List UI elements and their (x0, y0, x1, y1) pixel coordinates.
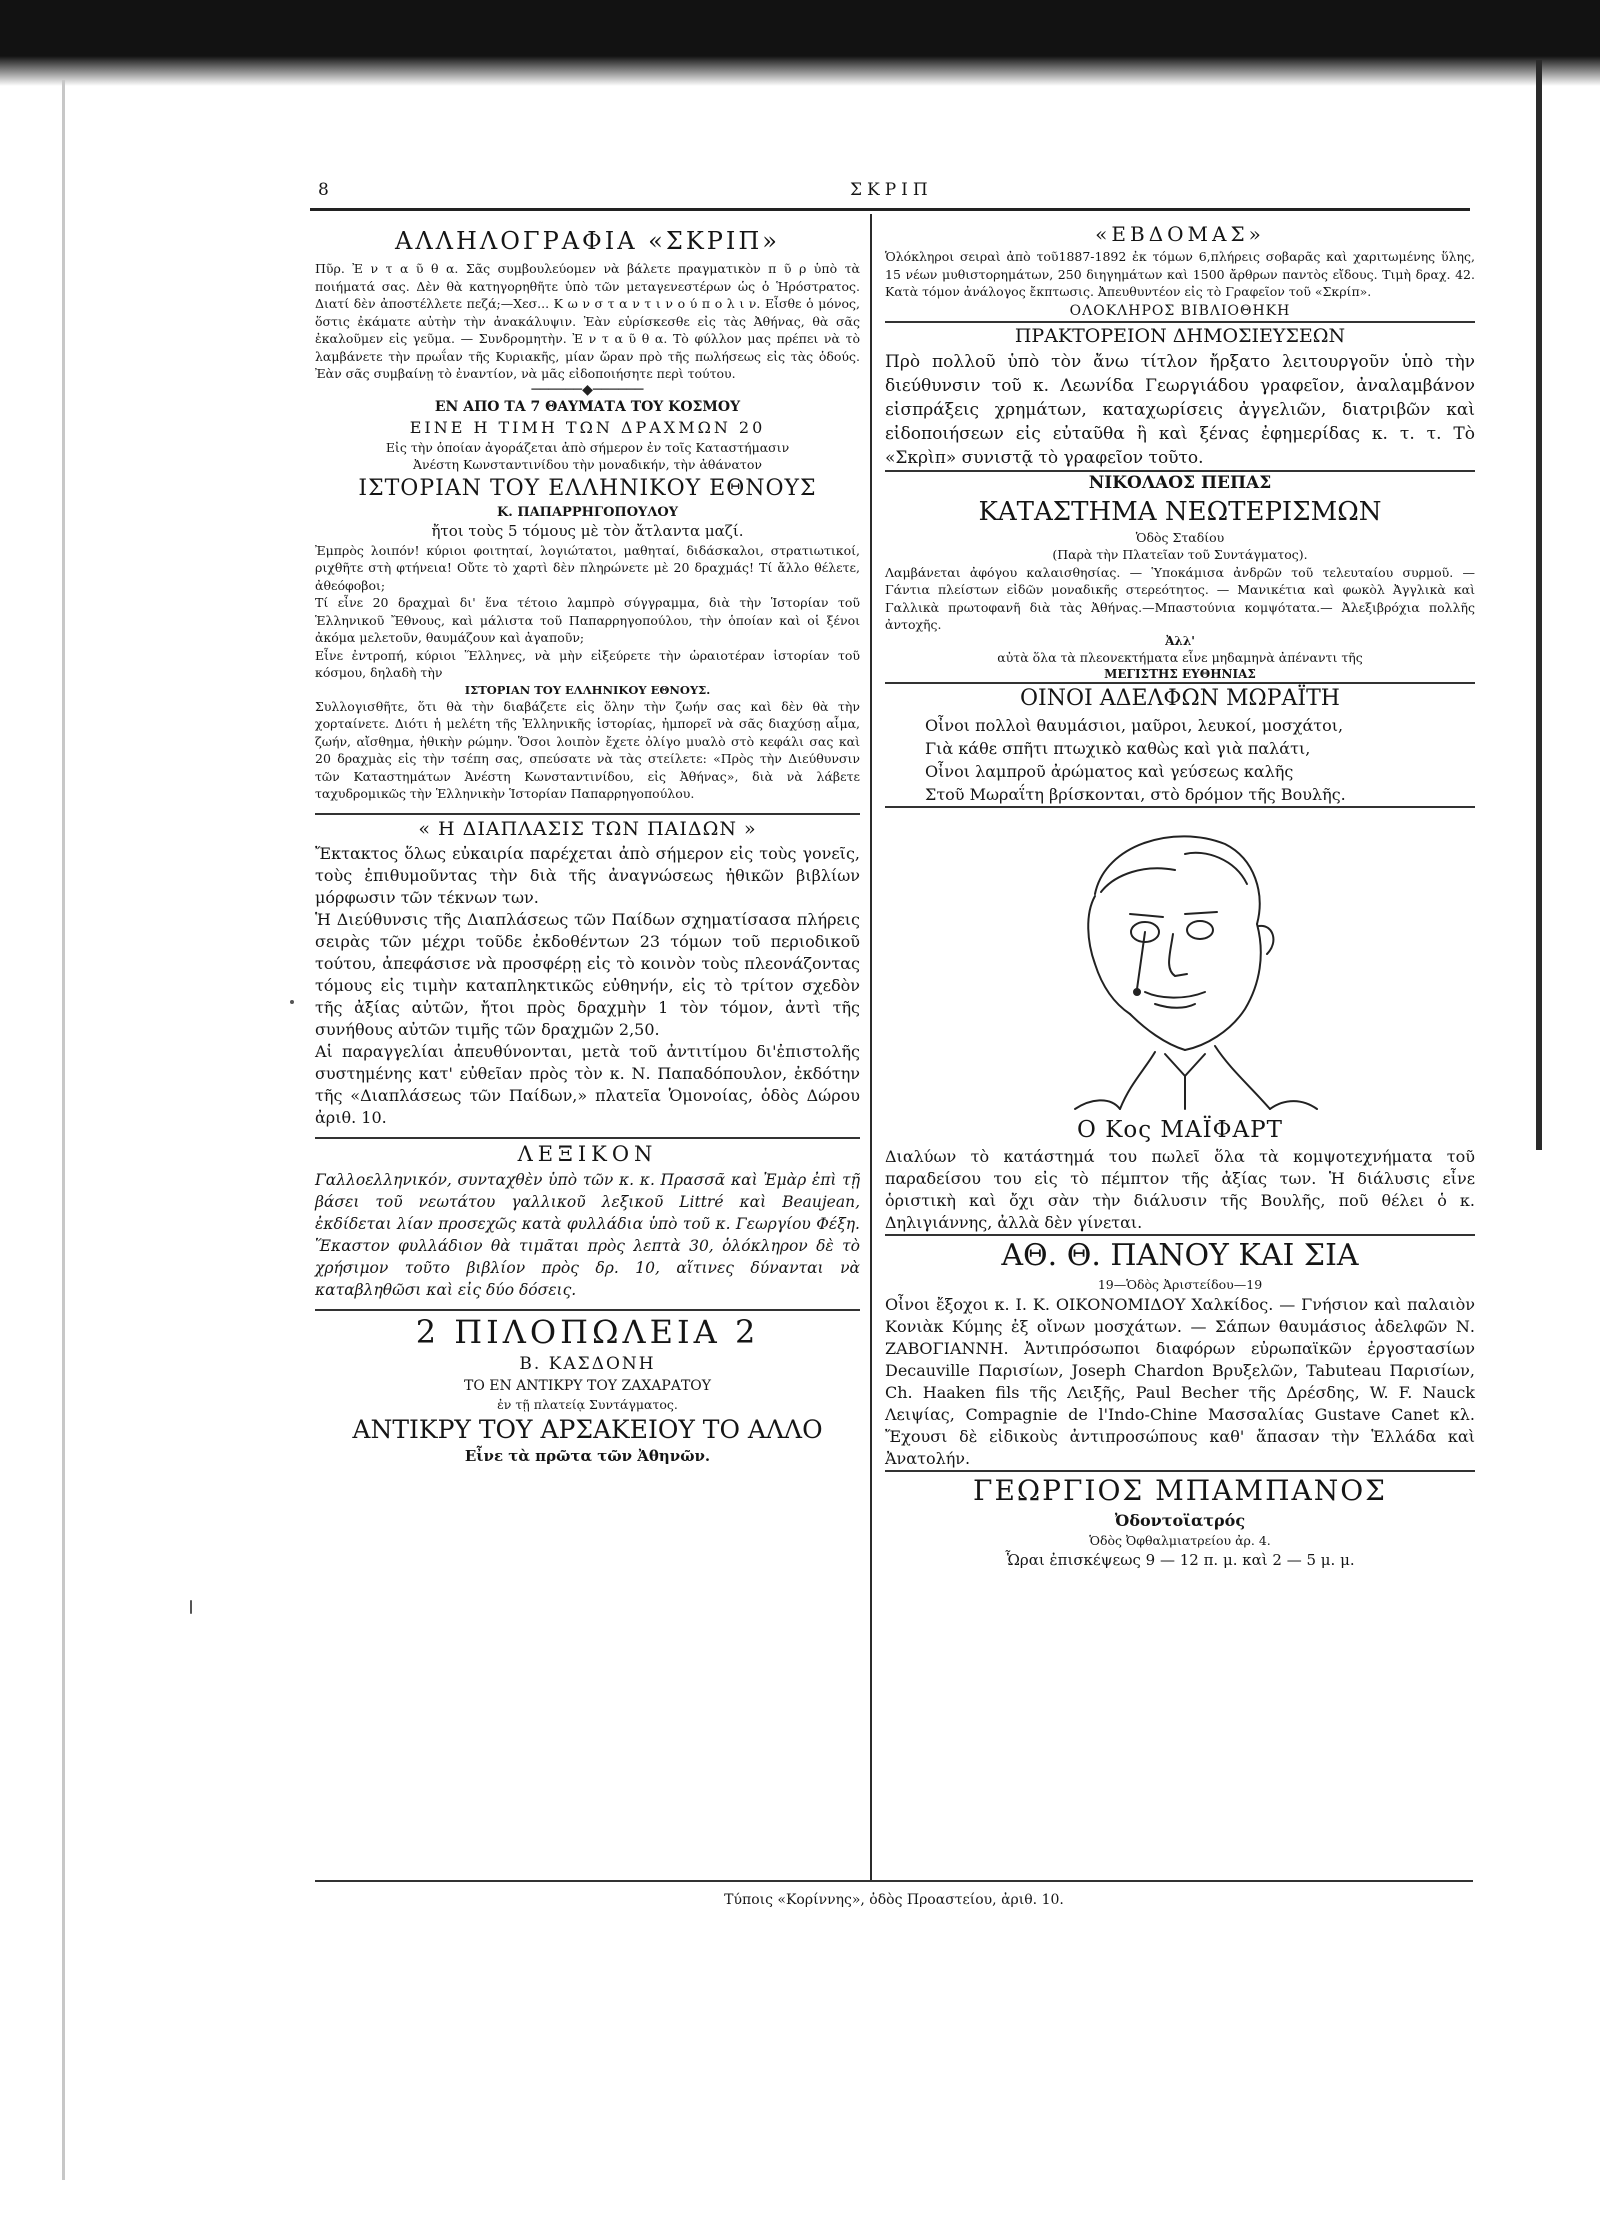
agency-title: ΠΡΑΚΤΟΡΕΙΟΝ ΔΗΜΟΣΙΕΥΣΕΩΝ (1014, 324, 1346, 347)
pepas-street: Ὁδὸς Σταδίου (1135, 529, 1225, 545)
dentist-title: ΓΕΩΡΓΙΟΣ ΜΠΑΜΠΑΝΟΣ (973, 1473, 1387, 1507)
column-divider (870, 214, 872, 1880)
printer-line: Τύποις «Κορίννης», ὁδὸς Προαστείου, ἀριθ. 10. (724, 1892, 1064, 1908)
children-p3: Αἱ παραγγελίαι ἀπευθύνονται, μετὰ τοῦ ἀντιτίμου δι'ἐπιστολῆς συστημένης κατ' εὐθεῖαν πρὸς τὸν κ. Ν. Παπαδόπουλον, ἐκδότην τῆς «Διαπλάσεως τῶν Παίδων,» πλατεῖα Ὁμονοίας, ὁδὸς Δώρου ἀριθ. 10. (315, 1041, 860, 1127)
dentist-hours: Ὧραι ἐπισκέψεως 9 — 12 π. μ. καὶ 2 — 5 μ. μ. (1005, 1551, 1355, 1569)
wonders-book-title-2: ΙΣΤΟΡΙΑΝ ΤΟΥ ΕΛΛΗΝΙΚΟΥ ΕΘΝΟΥΣ. (464, 682, 711, 697)
page-number: 8 (318, 180, 329, 200)
wonders-heading: ΕΝ ΑΠΟ ΤΑ 7 ΘΑΥΜΑΤΑ ΤΟΥ ΚΟΣΜΟΥ (434, 398, 741, 415)
scan-speck (290, 1000, 294, 1004)
wonders-book-title: ΙΣΤΟΡΙΑΝ ΤΟΥ ΕΛΛΗΝΙΚΟΥ ΕΘΝΟΥΣ (358, 475, 817, 501)
wonders-author: Κ. ΠΑΠΑΡΡΗΓΟΠΟΥΛΟΥ (496, 504, 679, 520)
wines-title: ΟΙΝΟΙ ΑΔΕΛΦΩΝ ΜΩΡΑΪΤΗ (1020, 686, 1340, 711)
section-divider (885, 806, 1475, 808)
children-title: « Η ΔΙΑΠΛΑΣΙΣ ΤΩΝ ΠΑΙΔΩΝ » (418, 817, 757, 840)
correspondence-title: ΑΛΛΗΛΟΓΡΑΦΙΑ «ΣΚΡΙΠ» (394, 227, 780, 255)
page-header-title: ΣΚΡΙΠ (850, 180, 933, 200)
footer-rule (315, 1880, 1473, 1882)
right-column (885, 220, 1475, 1571)
wonders-volumes: ἤτοι τοὺς 5 τόμους μὲ τὸν ἄτλαντα μαζί. (431, 521, 744, 540)
lexicon-body: Γαλλοελληνικόν, συνταχθὲν ὑπὸ τῶν κ. κ. Πρασσᾶ καὶ Ἐμὰρ ἐπὶ τῇ βάσει τοῦ νεωτάτου γαλλικοῦ λεξικοῦ Littré καὶ Beaujean, ἐκδίδεται λίαν προσεχῶς κατὰ φυλλάδια ὑπὸ τοῦ κ. Γεωργίου Φέξη. Ἕκαστον φυλλάδιον θὰ τιμᾶται πρὸς λεπτὰ 30, ὁλόκληρον δὲ τὸ χρήσιμον τοῦτο βιβλίον πρὸς δρ. 10, αἵτινες δύνανται νὰ καταβληθῶσι καὶ εἰς δύο δόσεις. (315, 1170, 860, 1299)
wines-line: Οἶνοι πολλοὶ θαυμάσιοι, μαῦροι, λευκοί, μοσχάτοι, (925, 716, 1344, 735)
hats-line2: ἐν τῇ πλατείᾳ Συντάγματος. (497, 1396, 678, 1412)
maifart-title: Ο Κος ΜΑΪΦΑΡΤ (1077, 1117, 1283, 1143)
pepas-near: (Παρὰ τὴν Πλατεῖαν τοῦ Συντάγματος). (1052, 547, 1308, 562)
pepas-strong: ΜΕΓΙΣΤΗΣ ΕΥΘΗΝΙΑΣ (1104, 667, 1256, 681)
pepas-body: Λαμβάνεται ἀφόγου καλαισθησίας. — Ὑποκάμισα ἀνδρῶν τοῦ τελευταίου συρμοῦ. — Γάντια πλείστων εἰδῶν μοναδικῆς στερεότητος. — Μανικέτια καὶ φωκὸλ Ἀγγλικὰ καὶ Γαλλικὰ πρωτοφανῆ διὰ τὰς Ἀθήνας.—Μπαστούνια κομψότατα.— Ἀλεξιβρόχια πολλῆς ἀντοχῆς. (885, 564, 1475, 632)
hats-owner: Β. ΚΑΣΔΟΝΗ (519, 1353, 656, 1374)
wines-verse (885, 714, 1475, 806)
pepas-title: ΚΑΤΑΣΤΗΜΑ ΝΕΩΤΕΡΙΣΜΩΝ (978, 496, 1382, 527)
wonders-line1: Εἰς τὴν ὁποίαν ἀγοράζεται ἀπὸ σήμερον ἐν τοῖς Καταστήμασιν (385, 439, 790, 455)
panou-body: Οἶνοι ἔξοχοι κ. Ι. Κ. ΟΙΚΟΝΟΜΙΔΟΥ Χαλκίδος. — Γνήσιον καὶ παλαιὸν Κονιὰκ Κύμης ἐξ οἴνων μοσχάτων. — Σάπων θαυμάσιος ἀδελφῶν Ν. ΖΑΒΟΓΙΑΝΝΗ. Ἀντιπρόσωποι διαφόρων εὐρωπαϊκῶν ἐργοστασίων Decauville Παρισίων, Joseph Chardon Βρυξελῶν, Tabuteau Παρισίων, Ch. Haaken fils τῆς Λειξῆς, Paul Becher τῆς Δρέσδης, W. F. Nauck Λειψίας, Compagnie de l'Indo-Chine Μασσαλίας Gustave Canet κλ. Ἔχουσι δὲ εἰδικοὺς ἀντιπροσώπους καθ' ἅπασαν τὴν Ἑλλάδα καὶ Ἀνατολήν. (885, 1294, 1475, 1468)
scan-speck (190, 1600, 192, 1614)
children-p1: Ἔκτακτος ὅλως εὐκαιρία παρέχεται ἀπὸ σήμερον εἰς τοὺς γονεῖς, τοὺς ἐπιθυμοῦντας τὴν διὰ τῆς ἀναγνώσεως ἠθικῶν βιβλίων μόρφωσιν τῶν τέκνων των. (315, 843, 860, 907)
hats-line3: ΑΝΤΙΚΡΥ ΤΟΥ ΑΡΣΑΚΕΙΟΥ ΤΟ ΑΛΛΟ (352, 1415, 823, 1444)
wines-line: Στοῦ Μωραΐτη βρίσκονται, στὸ δρόμον τῆς Βουλῆς. (925, 785, 1346, 804)
hats-line4: Εἶνε τὰ πρῶτα τῶν Ἀθηνῶν. (464, 1447, 711, 1465)
correspondence-body: Πῦρ. Ἐ ν τ α ῦ θ α. Σᾶς συμβουλεύομεν νὰ βάλετε πραγματικὸν π ῦ ρ ὑπὸ τὰ ποιήματά σας. Δὲν θὰ κατηγορηθῆτε ὑπὸ τῶν μεταγενεστέρων ὡς ὁ Ἡρόστρατος. Διατί δὲν ἀποστέλλετε πεζά;—Χεσ... Κ ω ν σ τ α ν τ ι ν ο ύ π ο λ ι ν. Εἶσθε ὁ μόνος, ὅστις ἐκάματε αὐτὴν τὴν ἀνακάλυψιν. Ἐὰν εὑρίσκεσθε εἰς τὰς Ἀθήνας, θὰ σᾶς ἐκαλοῦμεν εἰς γεῦμα. — Συνδρομητὴν. Ἐ ν τ α ῦ θ α. Τὸ φύλλον μας πρέπει νὰ τὸ λαμβάνετε τὴν πρωΐαν τῆς Κυριακῆς, μίαν ὥραν πρὸ τῆς πωλήσεως εἰς τὰς ὁδούς. Ἐὰν σᾶς συμβαίνῃ τὸ ἐναντίον, νὰ μᾶς εἰδοποιήσητε περὶ τούτου. (315, 261, 860, 381)
scan-top-band (0, 0, 1600, 80)
hats-line1: ΤΟ ΕΝ ΑΝΤΙΚΡΥ ΤΟΥ ΖΑΧΑΡΑΤΟΥ (464, 1377, 711, 1394)
dentist-street: Ὁδὸς Ὀφθαλμιατρείου ἀρ. 4. (1089, 1532, 1271, 1548)
panou-address: 19—Ὁδὸς Ἀριστείδου—19 (1097, 1277, 1263, 1292)
wonders-body1: Ἐμπρὸς λοιπόν! κύριοι φοιτηταί, λογιώτατοι, μαθηταί, διδάσκαλοι, στρατιωτικοί, ριχθῆτε στὴ φτήνεια! Οὔτε τὸ χαρτὶ δὲν πληρώνετε μὲ 20 δραχμάς! Τί ἄλλο θέλετε, ἀθεόφοβοι; (315, 542, 860, 593)
pepas-name: ΝΙΚΟΛΑΟΣ ΠΕΠΑΣ (1088, 472, 1272, 493)
dentist-role: Ὀδοντοϊατρός (1114, 1510, 1246, 1530)
panou-title: ΑΘ. Θ. ΠΑΝΟΥ ΚΑΙ ΣΙΑ (1001, 1238, 1359, 1273)
lexicon-title: ΛΕΞΙΚΟΝ (517, 1141, 658, 1166)
wonders-body4: Συλλογισθῆτε, ὅτι θὰ τὴν διαβάζετε εἰς ὅλην τὴν ζωήν σας καὶ δὲν θὰ τὴν χορταίνετε. Διότι ἡ μελέτη τῆς Ἑλληνικῆς ἱστορίας, ἠμπορεῖ νὰ σᾶς διαχύσῃ αἷμα, ζωήν, αἴσθημα, ἠθικὴν ρώμην. Ὅσοι λοιπὸν ἔχετε ὀλίγο μυαλὸ στὸ κεφάλι σας καὶ 20 δραχμὰς εἰς τὴν τσέπη σας, σπεύσατε νὰ τὰς στείλετε: «Πρὸς τὴν Διεύθυνσιν τῶν Καταστημάτων Ἀνέστη Κωνσταντινίδου, εἰς Ἀθήνας», διὰ νὰ λάβετε ταχυδρομικῶς τὴν Ἑλληνικὴν Ἱστορίαν Παπαρρηγοπούλου. (315, 698, 860, 801)
wines-line: Γιὰ κάθε σπῆτι πτωχικὸ καθὼς καὶ γιὰ παλάτι, (925, 739, 1311, 758)
wonders-body3: Εἶνε ἐντροπή, κύριοι Ἕλληνες, νὰ μὴν εἰξεύρετε τὴν ὡραιοτέραν ἱστορίαν τοῦ κόσμου, δηλαδὴ τὴν (315, 647, 860, 680)
ornament-divider: ──────◆────── (531, 381, 644, 398)
wonders-line2: Ἀνέστη Κωνσταντινίδου τὴν μοναδικήν, τὴν ἀθάνατον (413, 457, 762, 472)
children-p2: Ἡ Διεύθυνσις τῆς Διαπλάσεως τῶν Παίδων σχηματίσασα πλήρεις σειρὰς τῶν μέχρι τοῦδε ἐκδοθέντων 23 τόμων τοῦ περιοδικοῦ τούτου, ἀπεφάσισε νὰ προσφέρῃ εἰς τὸ κοινὸν τοὺς πλεονάζοντας τόμους εἰς τιμὴν καταπληκτικῶς εὐθηνήν, εἰς τὸ τρίτον σχεδὸν τῆς ἀξίας αὐτῶν, ἤτοι πρὸς δραχμὴν 1 τὸν τόμον, ἀντὶ τῆς συνήθους αὐτῶν τιμῆς τῶν δραχμῶν 2,50. (315, 909, 860, 1039)
weekly-title: «ΕΒΔΟΜΑΣ» (1095, 222, 1265, 246)
wonders-price: ΕΙΝΕ Η ΤΙΜΗ ΤΩΝ ΔΡΑΧΜΩΝ 20 (409, 417, 766, 437)
header-rule (310, 208, 1470, 211)
agency-body: Πρὸ πολλοῦ ὑπὸ τὸν ἄνω τίτλον ἤρξατο λειτουργοῦν ὑπὸ τὴν διεύθυνσιν τοῦ κ. Λεωνίδα Γεωργιάδου γραφεῖον, ἀναλαμβάνον εἰσπράξεις χρημάτων, καταχωρίσεις ἀγγελιῶν, διατριβῶν καὶ εἰδοποιήσεων εἰς εὐταῦθα ἢ καὶ ξένας ἐφημερίδας κ. τ. τ. Τὸ «Σκρὶπ» συνιστᾷ τὸ γραφεῖον τοῦτο. (885, 351, 1475, 468)
scan-left-edge (62, 80, 65, 2180)
pepas-but: Ἀλλ' (1165, 633, 1195, 648)
left-column (315, 220, 860, 1467)
weekly-footer: ΟΛΟΚΛΗΡΟΣ ΒΙΒΛΙΟΘΗΚΗ (1069, 302, 1291, 319)
pepas-line: αὐτὰ ὅλα τὰ πλεονεκτήματα εἶνε μηδαμηνὰ ἀπέναντι τῆς (997, 649, 1363, 665)
weekly-body: Ὁλόκληροι σειραὶ ἀπὸ τοῦ1887-1892 ἐκ τόμων 6,πλήρεις σοβαρᾶς καὶ χαριτωμένης ὕλης, 15 νέων μυθιστορημάτων, 250 διηγημάτων καὶ 1500 ἄρθρων παντὸς εἴδους. Τιμὴ δραχ. 42. Κατὰ τόμον ἀνάλογος ἔκπτωσις. Ἀπευθυντέον εἰς τὸ Γραφεῖον τοῦ «Σκρίπ». (885, 249, 1475, 299)
hats-title: 2 ΠΙΛΟΠΩΛΕΙΑ 2 (415, 1312, 760, 1351)
wines-line: Οἶνοι λαμπροῦ ἀρώματος καὶ γεύσεως καλῆς (925, 762, 1294, 781)
maifart-body: Διαλύων τὸ κατάστημά του πωλεῖ ὅλα τὰ κομψοτεχνήματα τοῦ παραδείσου του εἰς τὸ πέμπτον τῆς ἀξίας των. Ἡ διάλυσις εἶνε ὁριστικὴ καὶ ὄχι σὰν τὴν διάλυσιν τῆς Βουλῆς, ποῦ θέλει ὁ κ. Δηλιγιάννης, ἀλλὰ δὲν γίνεται. (885, 1147, 1475, 1232)
caricature-portrait-illustration (1035, 814, 1325, 1114)
wonders-body2: Τί εἶνε 20 δραχμαὶ δι' ἕνα τέτοιο λαμπρὸ σύγγραμμα, διὰ τὴν Ἱστορίαν τοῦ Ἑλληνικοῦ Ἔθνους, καὶ μάλιστα τοῦ Παπαρρηγοπούλου, τὴν ὁποίαν καὶ οἱ ξένοι ἀκόμα μελετοῦν, θαυμάζουν καὶ ἀγαποῦν; (315, 595, 860, 645)
scan-right-edge (1536, 60, 1542, 1150)
